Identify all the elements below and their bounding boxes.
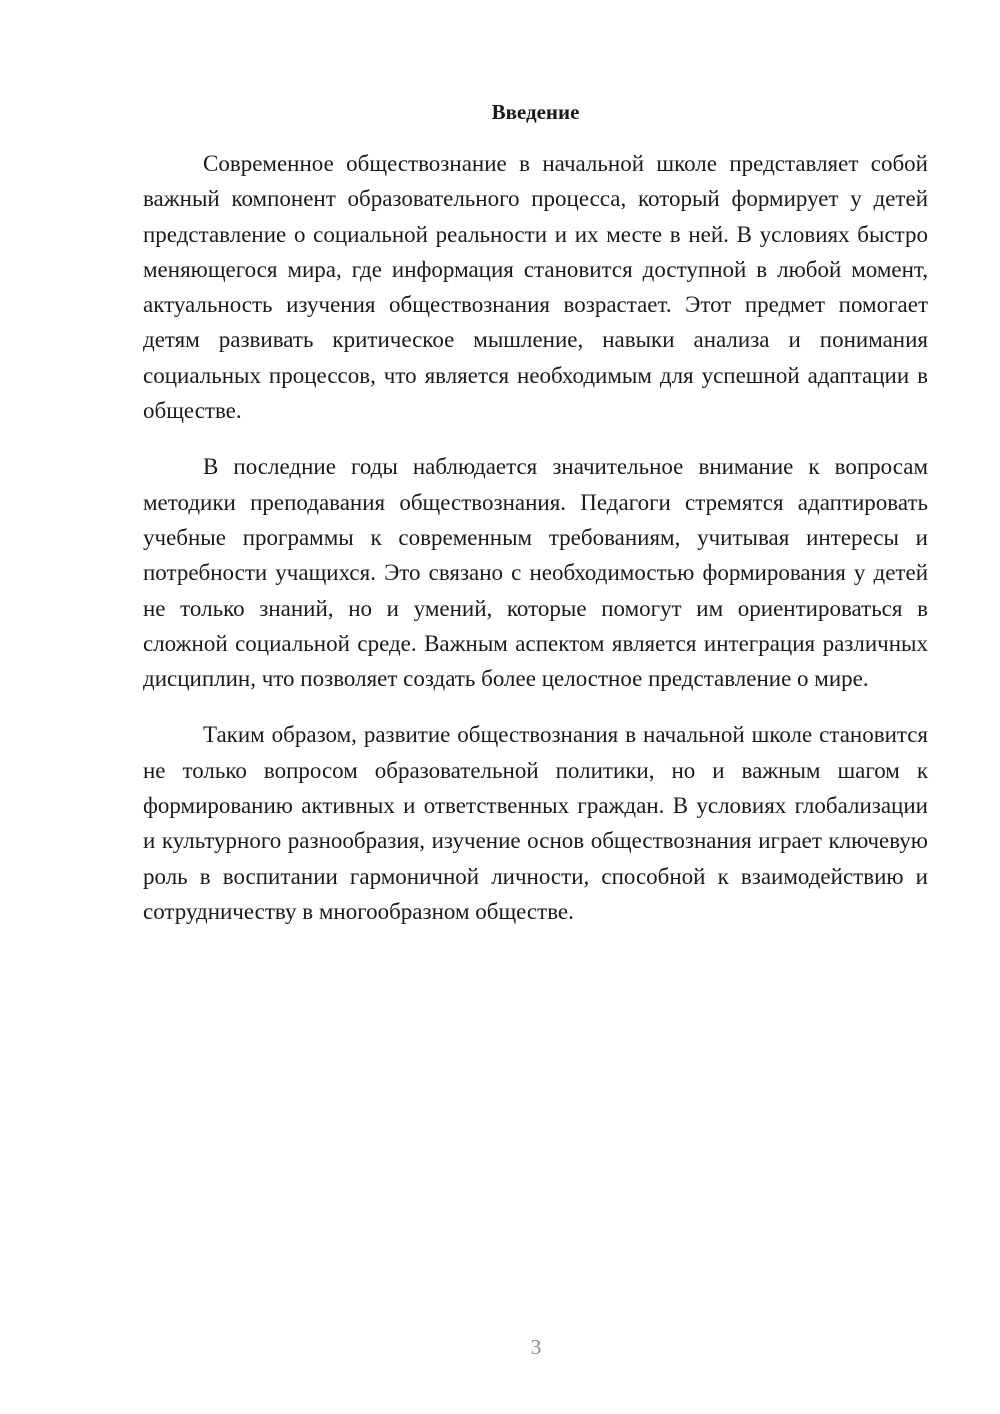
paragraph-1: Современное обществознание в начальной школе представляет собой важный компонент образовательного процесса, который формирует у детей представление о социальной реальности и их месте в ней. В условиях быстро меняющегося мира, где информация становится доступной в любой момент, актуальность изучения обществознания возрастает. Этот предмет помогает детям развивать критическое мышление, навыки анализа и понимания социальных процессов, что является необходимым для успешной адаптации в обществе. [143, 151, 928, 424]
paragraph-3: Таким образом, развитие обществознания в начальной школе становится не только вопросом образовательной политики, но и важным шагом к формированию активных и ответственных граждан. В условиях глобализации и культурного разнообразия, изучение основ обществознания играет ключевую роль в воспитании гармоничной личности, способной к взаимодействию и сотрудничеству в многообразном обществе. [143, 722, 928, 924]
section-title: Введение [491, 100, 580, 124]
paragraph-2: В последние годы наблюдается значительное внимание к вопросам методики преподавания обществознания. Педагоги стремятся адаптировать учебные программы к современным требованиям, учитывая интересы и потребности учащихся. Это связано с необходимостью формирования у детей не только знаний, но и умений, которые помогут им ориентироваться в сложной социальной среде. Важным аспектом является интеграция различных дисциплин, что позволяет создать более целостное представление о мире. [143, 454, 928, 692]
page-number: 3 [530, 1335, 542, 1359]
page-content [143, 98, 928, 950]
